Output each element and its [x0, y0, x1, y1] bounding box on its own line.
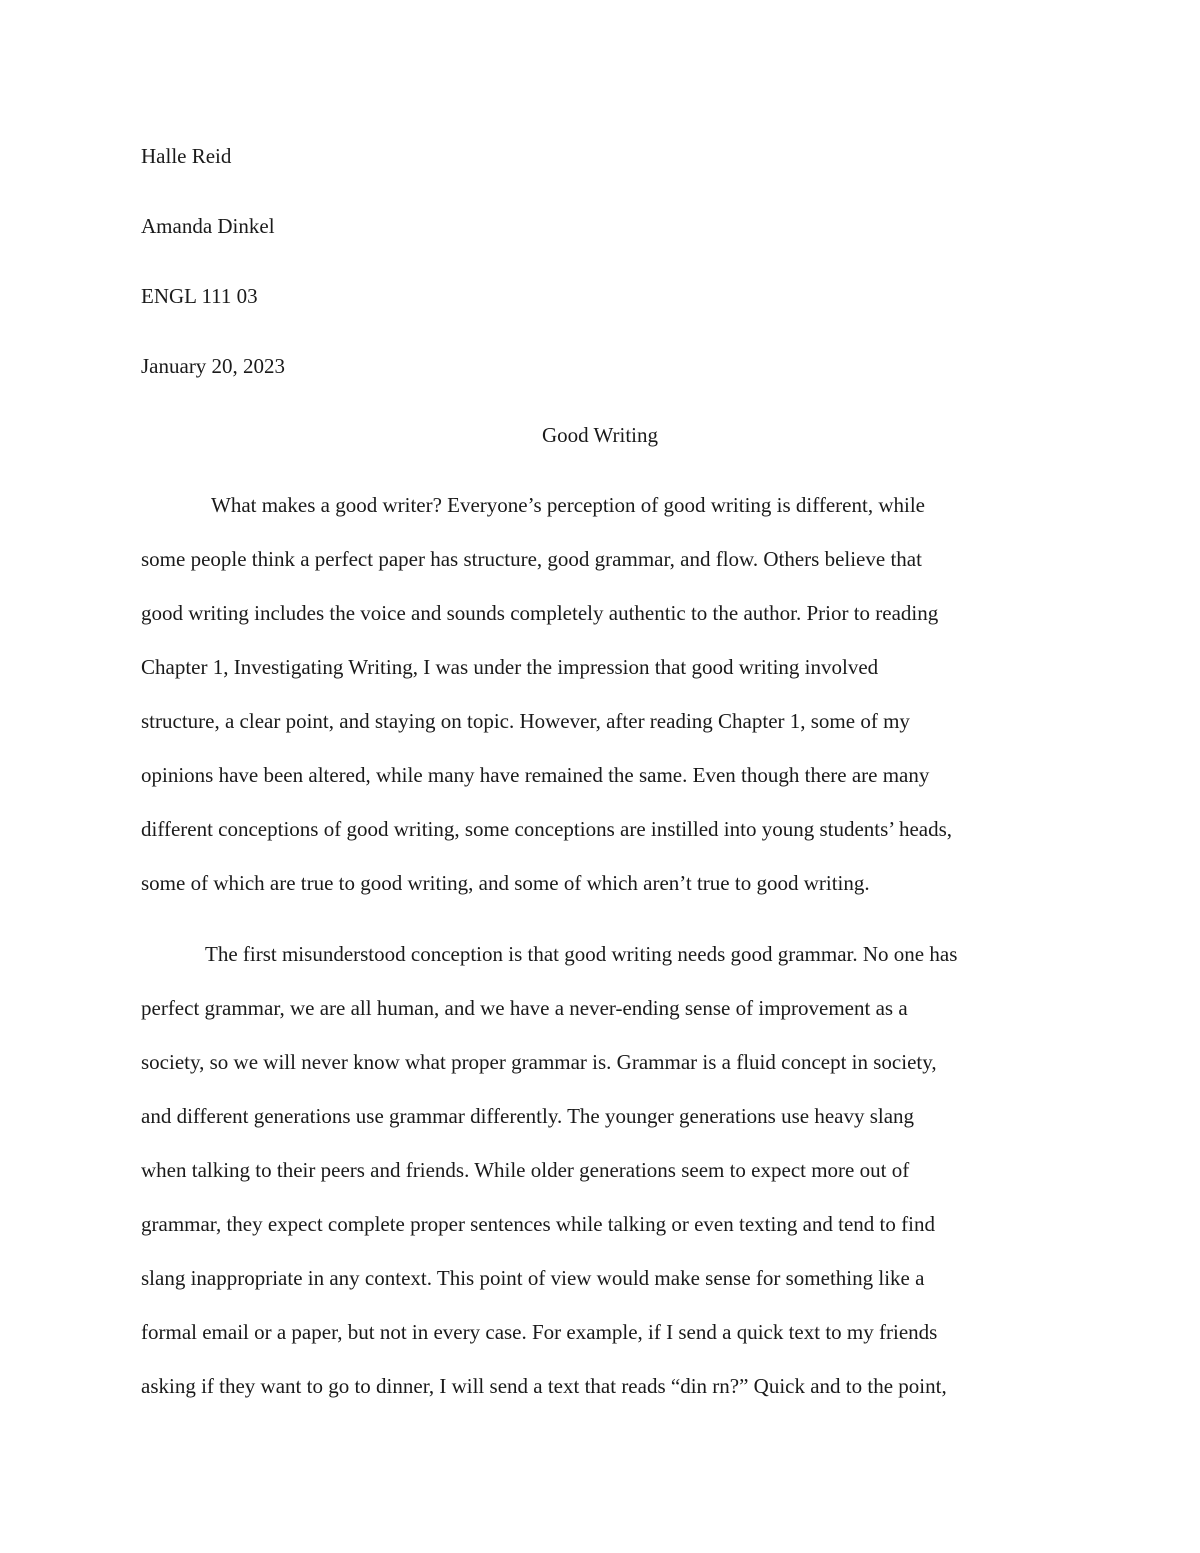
instructor-name: Amanda Dinkel — [141, 214, 275, 238]
student-name: Halle Reid — [141, 144, 232, 168]
paragraph-line: perfect grammar, we are all human, and we have a never-ending sense of improvement as a — [141, 996, 908, 1020]
paragraph-line: when talking to their peers and friends. While older generations seem to expect more out of — [141, 1158, 910, 1182]
paragraph-line: The first misunderstood conception is that good writing needs good grammar. No one has — [205, 942, 958, 966]
paragraph-line: some people think a perfect paper has structure, good grammar, and flow. Others believe that — [141, 547, 922, 571]
paragraph-line: structure, a clear point, and staying on topic. However, after reading Chapter 1, some of my — [141, 709, 910, 733]
paragraph-line: asking if they want to go to dinner, I will send a text that reads “din rn?” Quick and to the point, — [141, 1374, 947, 1398]
paragraph-line: society, so we will never know what proper grammar is. Grammar is a fluid concept in society, — [141, 1050, 937, 1074]
paragraph-line: grammar, they expect complete proper sentences while talking or even texting and tend to find — [141, 1212, 935, 1236]
course-name: ENGL 111 03 — [141, 284, 258, 308]
document-date: January 20, 2023 — [141, 354, 286, 378]
document-title: Good Writing — [541, 423, 658, 447]
paragraph-line: What makes a good writer? Everyone’s perception of good writing is different, while — [211, 493, 925, 517]
paragraph-line: slang inappropriate in any context. This point of view would make sense for something like a — [141, 1266, 925, 1290]
paragraph-line: and different generations use grammar differently. The younger generations use heavy slang — [141, 1104, 915, 1128]
paragraph-line: some of which are true to good writing, and some of which aren’t true to good writing. — [141, 871, 870, 895]
paragraph-line: formal email or a paper, but not in every case. For example, if I send a quick text to my friends — [141, 1320, 938, 1344]
paragraph-line: Chapter 1, Investigating Writing, I was under the impression that good writing involved — [141, 655, 879, 679]
paragraph-line: opinions have been altered, while many have remained the same. Even though there are many — [141, 763, 930, 787]
paragraph-line: different conceptions of good writing, some conceptions are instilled into young students’ heads, — [141, 817, 953, 841]
paragraph-line: good writing includes the voice and sounds completely authentic to the author. Prior to reading — [141, 601, 939, 625]
